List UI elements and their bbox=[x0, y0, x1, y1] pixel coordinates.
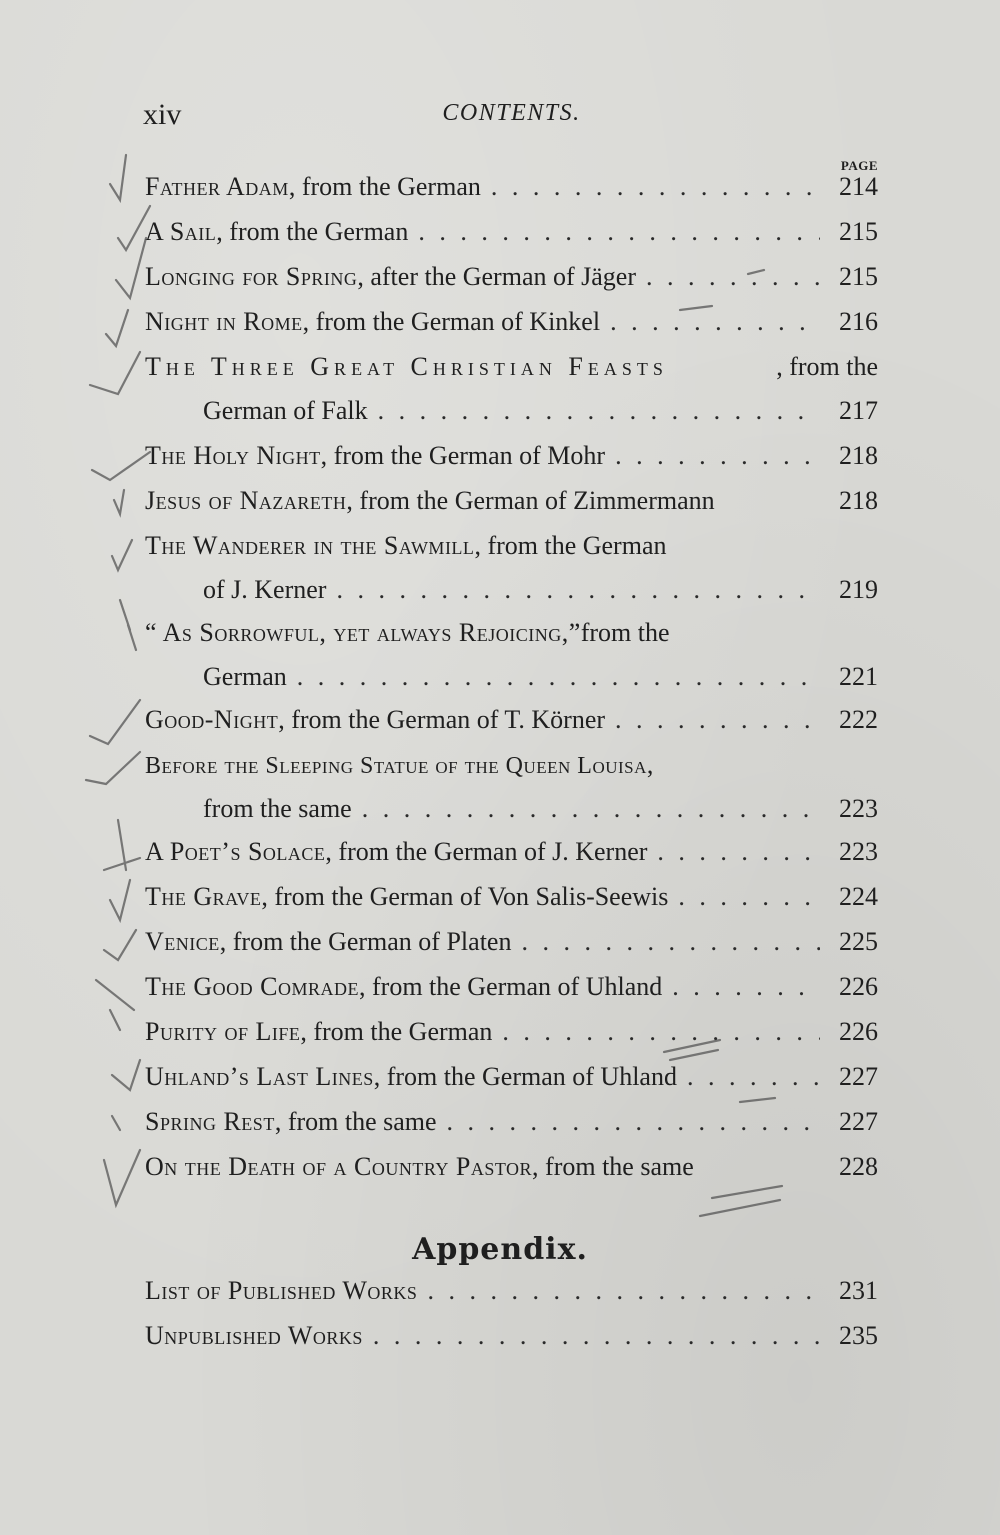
dot-leader bbox=[678, 884, 820, 910]
toc-entry bbox=[145, 884, 878, 928]
entry-source: , from the German bbox=[288, 172, 481, 201]
toc-entry bbox=[145, 264, 878, 308]
appendix-heading: Appendix. bbox=[412, 1232, 588, 1267]
dot-leader bbox=[502, 1019, 820, 1045]
toc-entry bbox=[145, 752, 878, 840]
entry-source: , from the German of Mohr bbox=[320, 441, 606, 470]
toc-entry bbox=[145, 1154, 878, 1198]
page-number: 214 bbox=[839, 172, 878, 201]
appendix-entry bbox=[145, 1278, 878, 1322]
dot-leader bbox=[336, 577, 820, 603]
toc-entry bbox=[145, 219, 878, 263]
entry-title: Longing for Spring bbox=[145, 262, 358, 291]
page-number: 215 bbox=[839, 262, 878, 291]
entry-title: The Wanderer in the Sawmill bbox=[145, 531, 475, 560]
entry-source: , bbox=[646, 750, 654, 779]
entry-source: , from the German of Kinkel bbox=[302, 307, 601, 336]
entry-source: , from the German of Uhland bbox=[373, 1062, 677, 1091]
entry-title: The Holy Night bbox=[145, 441, 321, 470]
entry-source: , after the German of Jäger bbox=[357, 262, 636, 291]
page-number: 215 bbox=[839, 217, 878, 246]
toc-entry bbox=[145, 309, 878, 353]
page-number: 231 bbox=[839, 1276, 878, 1305]
entry-source: , from the bbox=[776, 352, 878, 381]
entry-title: Good-Night bbox=[145, 705, 279, 734]
page-number: 226 bbox=[839, 1017, 878, 1046]
page-number: 227 bbox=[839, 1062, 878, 1091]
entry-title: The Grave bbox=[145, 882, 262, 911]
page-header bbox=[143, 98, 880, 138]
toc-entry bbox=[145, 620, 878, 708]
page-number: 218 bbox=[839, 486, 878, 515]
folio-number: xiv bbox=[143, 98, 182, 131]
page-number: 223 bbox=[839, 837, 878, 866]
entry-title: Father Adam bbox=[145, 172, 289, 201]
page-number: 221 bbox=[839, 662, 878, 691]
dot-leader bbox=[615, 707, 820, 733]
toc-entry bbox=[145, 839, 878, 883]
page-number: 226 bbox=[839, 972, 878, 1001]
page-number: 228 bbox=[839, 1152, 878, 1181]
entry-continuation: of J. Kerner bbox=[203, 575, 327, 604]
page-number: 235 bbox=[839, 1321, 878, 1350]
entry-title: The Three Great Christian Feasts bbox=[145, 352, 668, 381]
entry-source: from the bbox=[580, 618, 670, 647]
dot-leader bbox=[646, 264, 820, 290]
page-number: 223 bbox=[839, 794, 878, 823]
page-column-label: PAGE bbox=[840, 158, 878, 173]
entry-source: , from the German of T. Körner bbox=[278, 705, 606, 734]
toc-entry bbox=[145, 974, 878, 1018]
dot-leader bbox=[672, 974, 820, 1000]
page-number: 225 bbox=[839, 927, 878, 956]
dot-leader bbox=[362, 796, 820, 822]
entry-continuation: German of Falk bbox=[203, 396, 368, 425]
entry-source: , from the same bbox=[532, 1152, 694, 1181]
entry-title: Purity of Life bbox=[145, 1017, 301, 1046]
toc-entry bbox=[145, 1109, 878, 1153]
page-number: 224 bbox=[839, 882, 878, 911]
toc-entry bbox=[145, 443, 878, 487]
entry-title: Unpublished Works bbox=[145, 1321, 363, 1350]
entry-title: Jesus of Nazareth bbox=[145, 486, 347, 515]
dot-leader bbox=[657, 839, 820, 865]
entry-title: Venice bbox=[145, 927, 220, 956]
entry-source: , from the German of Platen bbox=[219, 927, 512, 956]
dot-leader bbox=[427, 1278, 820, 1304]
entry-source: , from the German bbox=[474, 531, 667, 560]
entry-title: A Poet’s Solace bbox=[145, 837, 326, 866]
dot-leader bbox=[447, 1109, 820, 1135]
entry-title: A Sail bbox=[145, 217, 217, 246]
entry-title: List of Published Works bbox=[145, 1276, 418, 1305]
page-number: 227 bbox=[839, 1107, 878, 1136]
entry-title: Spring Rest bbox=[145, 1107, 275, 1136]
page-number: 217 bbox=[839, 396, 878, 425]
entry-source: , from the German bbox=[216, 217, 409, 246]
entry-continuation: from the same bbox=[203, 794, 352, 823]
toc-entry bbox=[145, 354, 878, 442]
entry-title: On the Death of a Country Pastor bbox=[145, 1152, 533, 1181]
entry-title: The Good Comrade bbox=[145, 972, 359, 1001]
dot-leader bbox=[610, 309, 820, 335]
page-number: 218 bbox=[839, 441, 878, 470]
entry-source: , from the German of Von Salis-Seewis bbox=[261, 882, 669, 911]
entry-title: Uhland’s Last Lines bbox=[145, 1062, 374, 1091]
dot-leader bbox=[491, 174, 820, 200]
entry-title: “ As Sorrowful, yet always Rejoicing,” bbox=[145, 618, 581, 647]
entry-continuation: German bbox=[203, 662, 287, 691]
toc-entry bbox=[145, 1064, 878, 1108]
toc-entry bbox=[145, 488, 878, 532]
entry-source: , from the German bbox=[300, 1017, 493, 1046]
entry-title: Night in Rome bbox=[145, 307, 303, 336]
toc-entry bbox=[145, 1019, 878, 1063]
page-number: 216 bbox=[839, 307, 878, 336]
dot-leader bbox=[373, 1323, 820, 1349]
entry-source: , from the German of Zimmermann bbox=[346, 486, 715, 515]
dot-leader bbox=[615, 443, 820, 469]
dot-leader bbox=[687, 1064, 820, 1090]
entry-title: Before the Sleeping Statue of the Queen Louisa bbox=[145, 753, 647, 779]
entry-source: , from the German of Uhland bbox=[359, 972, 663, 1001]
dot-leader bbox=[418, 219, 820, 245]
appendix-entry bbox=[145, 1323, 878, 1367]
toc-entry bbox=[145, 707, 878, 751]
dot-leader bbox=[297, 664, 820, 690]
dot-leader bbox=[521, 929, 820, 955]
page-number: 222 bbox=[839, 705, 878, 734]
entry-source: , from the German of J. Kerner bbox=[325, 837, 648, 866]
page-number: 219 bbox=[839, 575, 878, 604]
entry-source: , from the same bbox=[274, 1107, 437, 1136]
toc-entry bbox=[145, 929, 878, 973]
toc-entry bbox=[145, 533, 878, 621]
dot-leader bbox=[378, 398, 820, 424]
toc-entry bbox=[145, 174, 878, 218]
running-title: CONTENTS. bbox=[442, 100, 581, 126]
